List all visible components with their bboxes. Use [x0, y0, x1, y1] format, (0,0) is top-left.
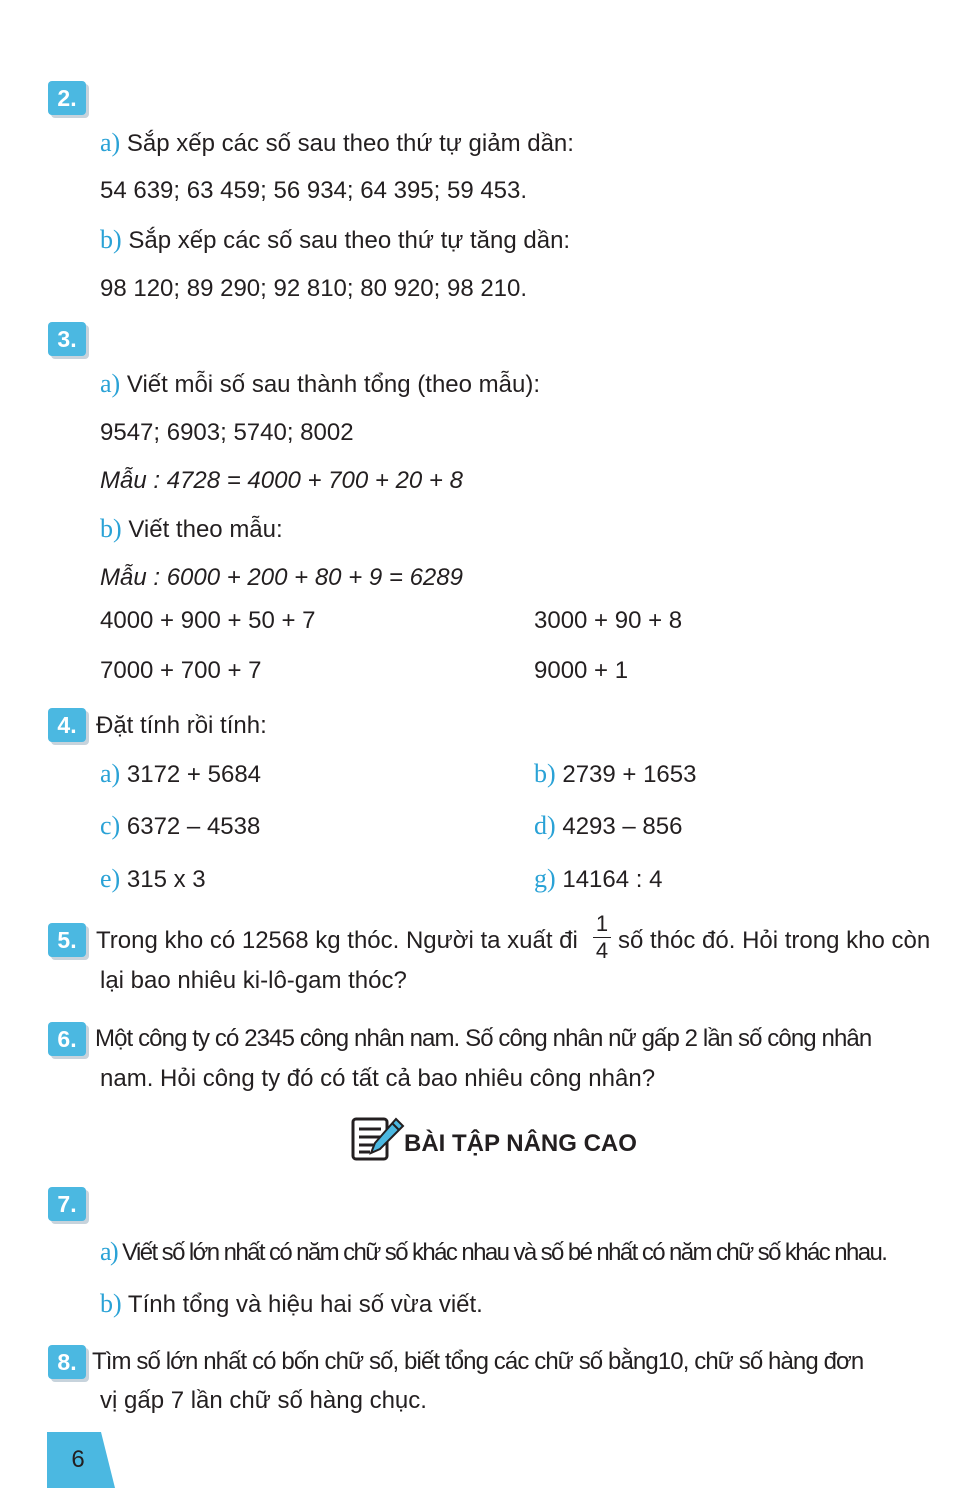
q2-a-numbers: 54 639; 63 459; 56 934; 64 395; 59 453. [100, 177, 528, 204]
q4-item-c [100, 811, 260, 842]
q4-item-g-expr: 14164 : 4 [562, 866, 663, 893]
q3-b-text: Viết theo mẫu: [128, 516, 283, 543]
q2-b-text: Sắp xếp các số sau theo thứ tự tăng dần: [128, 227, 571, 254]
q5-text-before: Trong kho có 12568 kg thóc. Người ta xuất đi [96, 927, 578, 954]
q2-b-line [100, 225, 570, 256]
page-number-tab [47, 1432, 117, 1488]
q4-item-e [100, 864, 206, 895]
q4-item-b-expr: 2739 + 1653 [562, 761, 697, 788]
q3-item-4: 9000 + 1 [534, 657, 629, 684]
q3-a-numbers: 9547; 6903; 5740; 8002 [100, 419, 354, 446]
q6-number-badge: 6. [48, 1022, 86, 1056]
section-title: BÀI TẬP NÂNG CAO [404, 1130, 637, 1157]
page-number: 6 [71, 1446, 85, 1473]
q7-b-line [100, 1289, 483, 1320]
q6-line-2: nam. Hỏi công ty đó có tất cả bao nhiêu công nhân? [100, 1065, 656, 1092]
q4-item-a-label: a) [100, 759, 121, 788]
q4-item-g-label: g) [534, 864, 556, 893]
q5-fraction-numerator: 1 [595, 911, 609, 936]
q4-item-d-label: d) [534, 811, 556, 840]
q4-item-c-label: c) [100, 811, 121, 840]
q3-item-2: 3000 + 90 + 8 [534, 607, 683, 634]
q4-item-b [534, 759, 696, 790]
q3-a-line [100, 369, 540, 400]
q3-item-1: 4000 + 900 + 50 + 7 [100, 607, 316, 634]
q7-a-text: Viết số lớn nhất có năm chữ số khác nhau và số bé nhất có năm chữ số khác nhau. [122, 1239, 887, 1266]
q5-fraction-denominator: 4 [595, 938, 609, 963]
q7-a-label: a) [100, 1237, 117, 1266]
q2-a-line [100, 128, 574, 159]
q3-b-example: Mẫu : 6000 + 200 + 80 + 9 = 6289 [100, 564, 463, 591]
q3-b-line [100, 514, 283, 545]
q4-item-b-label: b) [534, 759, 556, 788]
q4-item-a [100, 759, 261, 790]
q3-item-3: 7000 + 700 + 7 [100, 657, 262, 684]
q3-number-badge: 3. [48, 322, 86, 356]
q4-item-d-expr: 4293 – 856 [562, 813, 683, 840]
q5-number-badge: 5. [48, 923, 86, 957]
q8-number-badge: 8. [48, 1345, 86, 1379]
q4-item-g [534, 864, 662, 895]
q3-a-text: Viết mỗi số sau thành tổng (theo mẫu): [126, 371, 541, 398]
q4-item-a-expr: 3172 + 5684 [126, 761, 262, 788]
q4-number-badge: 4. [48, 708, 86, 742]
q8-line-1: Tìm số lớn nhất có bốn chữ số, biết tổng các chữ số bằng10, chữ số hàng đơn [92, 1348, 864, 1375]
q5-line-2: lại bao nhiêu ki-lô-gam thóc? [100, 967, 407, 994]
q7-b-text: Tính tổng và hiệu hai số vừa viết. [127, 1291, 483, 1318]
q2-a-text: Sắp xếp các số sau theo thứ tự giảm dần: [126, 130, 574, 157]
q3-b-label: b) [100, 514, 122, 543]
q7-b-label: b) [100, 1289, 122, 1318]
q2-number-badge: 2. [48, 81, 86, 115]
q5-fraction [591, 911, 613, 964]
q4-item-e-label: e) [100, 864, 121, 893]
q3-a-label: a) [100, 369, 121, 398]
q2-b-numbers: 98 120; 89 290; 92 810; 80 920; 98 210. [100, 275, 528, 302]
q4-title: Đặt tính rồi tính: [96, 712, 267, 739]
notepad-pencil-icon [350, 1115, 406, 1163]
q6-line-1: Một công ty có 2345 công nhân nam. Số công nhân nữ gấp 2 lần số công nhân [95, 1025, 872, 1052]
q8-line-2: vị gấp 7 lần chữ số hàng chục. [100, 1387, 427, 1414]
q2-b-label: b) [100, 225, 122, 254]
q4-item-c-expr: 6372 – 4538 [126, 813, 261, 840]
q4-item-e-expr: 315 x 3 [126, 866, 206, 893]
q2-a-label: a) [100, 128, 121, 157]
q4-item-d [534, 811, 682, 842]
q7-a-line [100, 1237, 886, 1268]
q3-a-example: Mẫu : 4728 = 4000 + 700 + 20 + 8 [100, 467, 463, 494]
q5-text-after: số thóc đó. Hỏi trong kho còn [618, 927, 931, 954]
q7-number-badge: 7. [48, 1187, 86, 1221]
